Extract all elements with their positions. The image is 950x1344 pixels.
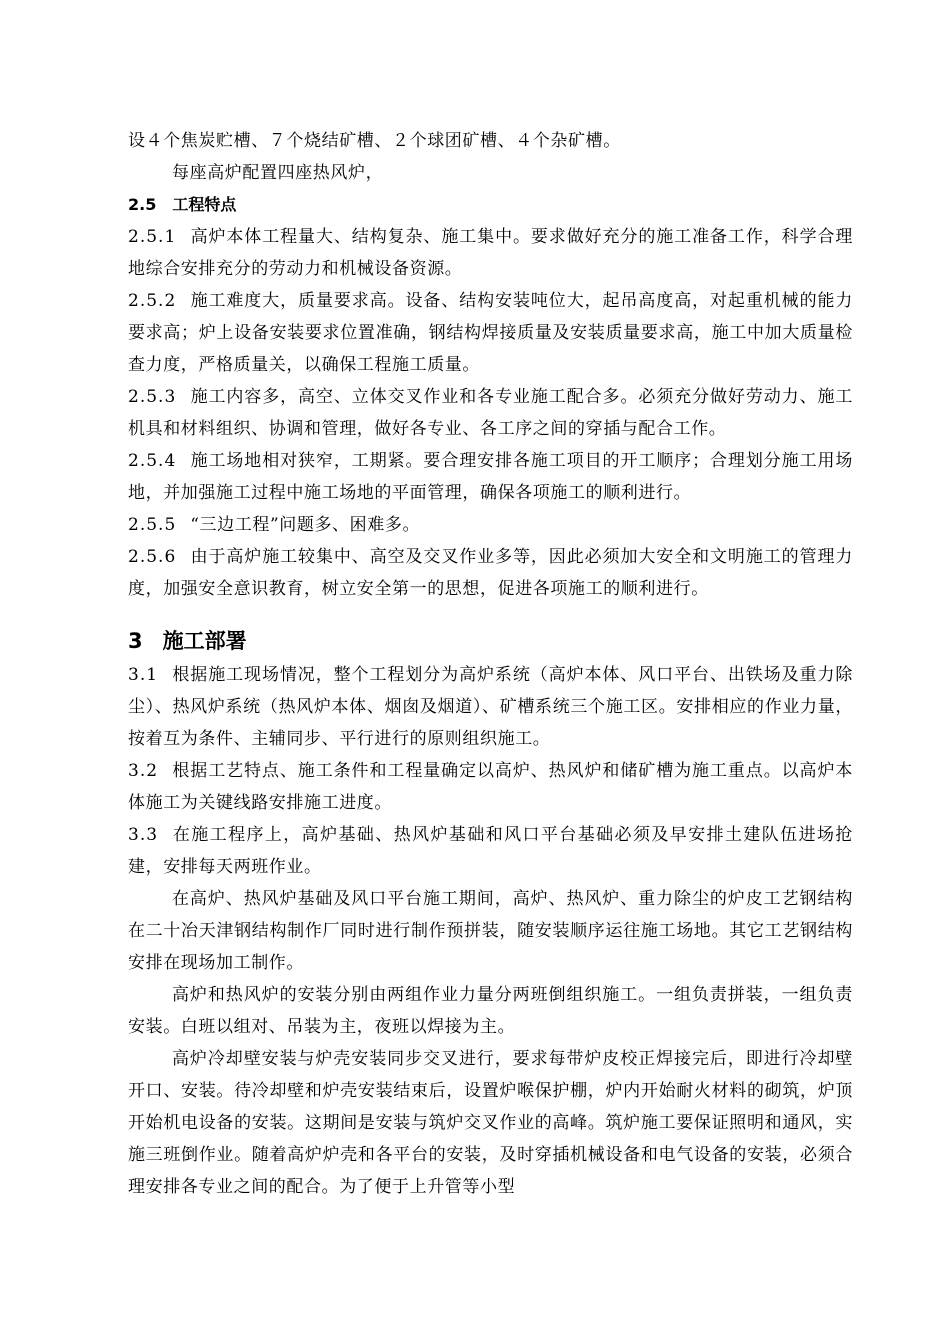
clause-3-2	[128, 755, 853, 819]
clause-2-5-2	[128, 285, 853, 381]
clause-number: 3.2	[128, 761, 159, 781]
clause-number: 2.5.1	[128, 227, 177, 247]
clause-number: 3.1	[128, 665, 159, 685]
section-title: 工程特点	[172, 195, 237, 214]
clause-number: 2.5.6	[128, 547, 177, 567]
paragraph-stave-installation: 高炉冷却壁安装与炉壳安装同步交叉进行，要求每带炉皮校正焊接完后，即进行冷却壁开口、安装。待冷却壁和炉壳安装结束后，设置炉喉保护棚，炉内开始耐火材料的砌筑，炉顶开始机电设备的安装。这期间是安装与筑炉交叉作业的高峰。筑炉施工要保证照明和通风，实施三班倒作业。随着高炉炉壳和各平台的安装，及时穿插机械设备和电气设备的安装，必须合理安排各专业之间的配合。为了便于上升管等小型	[128, 1049, 853, 1197]
clause-2-5-3	[128, 381, 853, 445]
clause-text: 施工内容多，高空、立体交叉作业和各专业施工配合多。必须充分做好劳动力、施工机具和材料组织、协调和管理，做好各专业、各工序之间的穿插与配合工作。	[128, 387, 853, 439]
section-number: 3	[128, 629, 143, 653]
clause-2-5-5	[128, 509, 853, 541]
section-number: 2.5	[128, 195, 157, 214]
clause-number: 2.5.2	[128, 291, 177, 311]
intro-line: 设４个焦炭贮槽、７个烧结矿槽、２个球团矿槽、４个杂矿槽。	[128, 131, 621, 151]
stoves-line: 每座高炉配置四座热风炉，	[172, 163, 384, 183]
clause-2-5-6	[128, 541, 853, 605]
section-3-heading	[128, 625, 853, 657]
clause-number: 2.5.5	[128, 515, 177, 535]
section-2-5-heading	[128, 189, 853, 221]
clause-2-5-4	[128, 445, 853, 509]
clause-3-3	[128, 819, 853, 883]
clause-number: 2.5.3	[128, 387, 177, 407]
clause-text: “三边工程”问题多、困难多。	[190, 515, 421, 535]
paragraph-shift-organization: 高炉和热风炉的安装分别由两组作业力量分两班倒组织施工。一组负责拼装，一组负责安装。白班以组对、吊装为主，夜班以焊接为主。	[128, 985, 853, 1037]
clause-text: 由于高炉施工较集中、高空及交叉作业多等，因此必须加大安全和文明施工的管理力度，加强安全意识教育，树立安全第一的思想，促进各项施工的顺利进行。	[128, 547, 853, 599]
clause-2-5-1	[128, 221, 853, 285]
clause-text: 根据工艺特点、施工条件和工程量确定以高炉、热风炉和储矿槽为施工重点。以高炉本体施工为关键线路安排施工进度。	[128, 761, 853, 813]
clause-text: 施工难度大，质量要求高。设备、结构安装吨位大，起吊高度高，对起重机械的能力要求高；炉上设备安装要求位置准确，钢结构焊接质量及安装质量要求高，施工中加大质量检查力度，严格质量关，以确保工程施工质量。	[128, 291, 853, 375]
section-title: 施工部署	[162, 629, 247, 653]
clause-number: 2.5.4	[128, 451, 177, 471]
clause-number: 3.3	[128, 825, 159, 845]
clause-text: 高炉本体工程量大、结构复杂、施工集中。要求做好充分的施工准备工作，科学合理地综合安排充分的劳动力和机械设备资源。	[128, 227, 853, 279]
clause-text: 在施工程序上，高炉基础、热风炉基础和风口平台基础必须及早安排土建队伍进场抢建，安排每天两班作业。	[128, 825, 853, 877]
page-body	[128, 125, 853, 1203]
clause-text: 施工场地相对狭窄，工期紧。要合理安排各施工项目的开工顺序；合理划分施工用场地，并加强施工过程中施工场地的平面管理，确保各项施工的顺利进行。	[128, 451, 853, 503]
clause-3-1	[128, 659, 853, 755]
clause-text: 根据施工现场情况，整个工程划分为高炉系统（高炉本体、风口平台、出铁场及重力除尘）、热风炉系统（热风炉本体、烟囱及烟道）、矿槽系统三个施工区。安排相应的作业力量，按着互为条件、主辅同步、平行进行的原则组织施工。	[128, 665, 853, 749]
paragraph-steel-fabrication: 在高炉、热风炉基础及风口平台施工期间，高炉、热风炉、重力除尘的炉皮工艺钢结构在二十冶天津钢结构制作厂同时进行制作预拼装，随安装顺序运往施工场地。其它工艺钢结构安排在现场加工制作。	[128, 889, 853, 973]
